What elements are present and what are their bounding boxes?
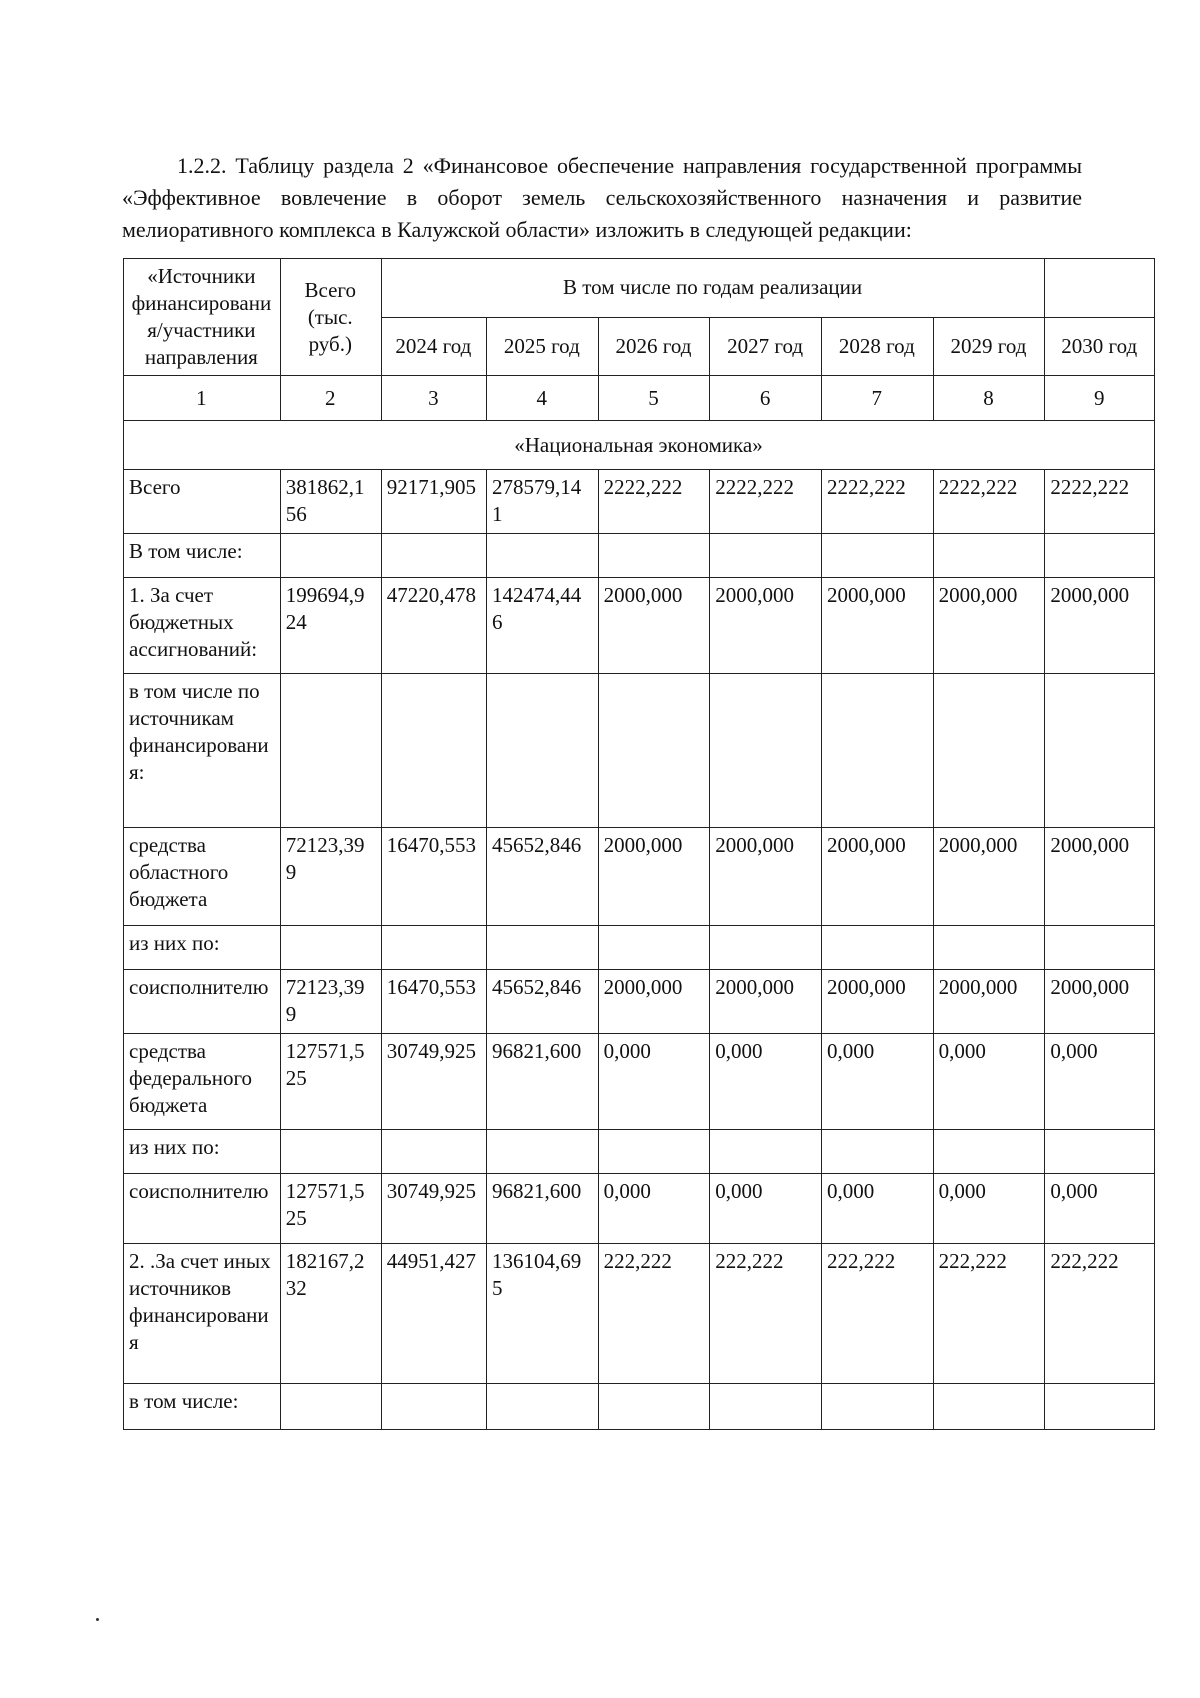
row-label: В том числе: — [124, 534, 281, 578]
header-year: 2026 год — [598, 317, 710, 376]
table-row — [124, 1384, 1155, 1430]
table-cell — [933, 674, 1045, 828]
table-cell: 222,222 — [598, 1244, 710, 1384]
table-cell: 0,000 — [933, 1034, 1045, 1130]
table-cell: 2000,000 — [821, 970, 933, 1034]
header-year: 2029 год — [933, 317, 1045, 376]
table-cell: 2000,000 — [710, 578, 822, 674]
table-cell: 2222,222 — [598, 470, 710, 534]
table-cell: 2222,222 — [710, 470, 822, 534]
section-title: «Национальная экономика» — [124, 421, 1155, 470]
table-cell: 2222,222 — [1045, 470, 1155, 534]
table-cell: 182167,232 — [280, 1244, 381, 1384]
row-label: 2. .За счет иных источников финансирования — [124, 1244, 281, 1384]
table-cell: 0,000 — [933, 1174, 1045, 1244]
table-cell: 96821,600 — [486, 1174, 598, 1244]
table-cell — [821, 674, 933, 828]
table-cell: 47220,478 — [381, 578, 486, 674]
column-number: 7 — [821, 376, 933, 421]
table-cell — [280, 1384, 381, 1430]
table-cell — [486, 534, 598, 578]
table-cell — [1045, 674, 1155, 828]
table-cell — [1045, 1384, 1155, 1430]
table-cell — [280, 1130, 381, 1174]
table-row — [124, 674, 1155, 828]
header-year: 2030 год — [1045, 317, 1155, 376]
table-cell: 45652,846 — [486, 970, 598, 1034]
row-label: 1. За счет бюджетных ассигнований: — [124, 578, 281, 674]
table-cell: 2000,000 — [598, 828, 710, 926]
table-row — [124, 578, 1155, 674]
financing-table — [123, 258, 1155, 1430]
table-cell — [381, 926, 486, 970]
table-cell — [381, 1130, 486, 1174]
table-cell — [933, 926, 1045, 970]
table-cell: 2000,000 — [821, 828, 933, 926]
row-label: Всего — [124, 470, 281, 534]
table-cell — [598, 1384, 710, 1430]
table-cell: 2222,222 — [821, 470, 933, 534]
table-cell: 44951,427 — [381, 1244, 486, 1384]
header-total: Всего (тыс. руб.) — [280, 259, 381, 376]
table-cell: 45652,846 — [486, 828, 598, 926]
row-label: средства федерального бюджета — [124, 1034, 281, 1130]
table-cell: 0,000 — [821, 1034, 933, 1130]
table-cell — [486, 674, 598, 828]
row-label: соисполнителю — [124, 970, 281, 1034]
header-year: 2027 год — [710, 317, 822, 376]
table-cell — [821, 1384, 933, 1430]
column-number: 9 — [1045, 376, 1155, 421]
table-row — [124, 1130, 1155, 1174]
table-row — [124, 470, 1155, 534]
table-cell — [933, 1130, 1045, 1174]
table-cell: 2000,000 — [710, 828, 822, 926]
table-cell: 127571,525 — [280, 1034, 381, 1130]
table-row — [124, 1244, 1155, 1384]
table-cell: 92171,905 — [381, 470, 486, 534]
column-number: 4 — [486, 376, 598, 421]
column-number: 6 — [710, 376, 822, 421]
table-cell — [598, 926, 710, 970]
table-cell — [710, 534, 822, 578]
column-number: 1 — [124, 376, 281, 421]
table-cell — [821, 926, 933, 970]
table-cell: 2000,000 — [933, 828, 1045, 926]
table-cell — [598, 1130, 710, 1174]
table-cell: 222,222 — [1045, 1244, 1155, 1384]
table-cell: 199694,924 — [280, 578, 381, 674]
column-number-row — [124, 376, 1155, 421]
header-year: 2028 год — [821, 317, 933, 376]
section-row — [124, 421, 1155, 470]
column-number: 2 — [280, 376, 381, 421]
table-cell: 16470,553 — [381, 970, 486, 1034]
table-cell: 381862,156 — [280, 470, 381, 534]
table-cell — [710, 1130, 822, 1174]
table-cell: 96821,600 — [486, 1034, 598, 1130]
table-cell: 136104,695 — [486, 1244, 598, 1384]
table-cell: 30749,925 — [381, 1034, 486, 1130]
table-cell: 2000,000 — [933, 578, 1045, 674]
table-cell — [1045, 534, 1155, 578]
table-cell: 0,000 — [1045, 1174, 1155, 1244]
table-cell — [821, 534, 933, 578]
table-cell: 0,000 — [1045, 1034, 1155, 1130]
table-cell: 0,000 — [710, 1034, 822, 1130]
table-cell — [280, 534, 381, 578]
table-cell: 2000,000 — [1045, 828, 1155, 926]
table-cell: 222,222 — [710, 1244, 822, 1384]
table-cell — [710, 674, 822, 828]
header-sources: «Источники финансирования/участники направления — [124, 259, 281, 376]
table-cell — [710, 926, 822, 970]
table-row — [124, 926, 1155, 970]
table-cell: 0,000 — [598, 1034, 710, 1130]
table-cell: 2222,222 — [933, 470, 1045, 534]
row-label: в том числе: — [124, 1384, 281, 1430]
table-cell — [1045, 926, 1155, 970]
table-cell — [486, 1130, 598, 1174]
table-cell: 0,000 — [598, 1174, 710, 1244]
table-cell — [933, 534, 1045, 578]
table-cell — [486, 1384, 598, 1430]
intro-paragraph: 1.2.2. Таблицу раздела 2 «Финансовое обеспечение направления государственной программы «Эффективное вовлечение в оборот земель сельскохозяйственного назначения и развитие мелиоративного комплекса в Калужской области» изложить в следующей редакции: — [122, 153, 1082, 242]
table-cell: 278579,141 — [486, 470, 598, 534]
column-number: 3 — [381, 376, 486, 421]
table-cell: 72123,399 — [280, 828, 381, 926]
table-cell: 2000,000 — [598, 578, 710, 674]
table-cell — [710, 1384, 822, 1430]
table-cell: 0,000 — [821, 1174, 933, 1244]
table-row — [124, 1174, 1155, 1244]
header-year: 2025 год — [486, 317, 598, 376]
table-row — [124, 970, 1155, 1034]
row-label: в том числе по источникам финансирования: — [124, 674, 281, 828]
header-years-group: В том числе по годам реализации — [381, 259, 1045, 318]
header-blank — [1045, 259, 1155, 318]
table-cell — [598, 534, 710, 578]
table-row — [124, 828, 1155, 926]
scan-dot — [96, 1618, 99, 1621]
table-cell — [381, 1384, 486, 1430]
table-cell — [280, 674, 381, 828]
table-cell: 30749,925 — [381, 1174, 486, 1244]
table-cell: 2000,000 — [1045, 970, 1155, 1034]
row-label: из них по: — [124, 1130, 281, 1174]
table-cell — [598, 674, 710, 828]
table-cell: 222,222 — [933, 1244, 1045, 1384]
table-row — [124, 534, 1155, 578]
table-cell: 2000,000 — [598, 970, 710, 1034]
table-cell: 2000,000 — [710, 970, 822, 1034]
column-number: 5 — [598, 376, 710, 421]
table-cell: 0,000 — [710, 1174, 822, 1244]
table-cell — [381, 674, 486, 828]
column-number: 8 — [933, 376, 1045, 421]
table-cell: 2000,000 — [1045, 578, 1155, 674]
table-cell — [280, 926, 381, 970]
table-cell — [821, 1130, 933, 1174]
table-cell: 16470,553 — [381, 828, 486, 926]
table-cell: 142474,446 — [486, 578, 598, 674]
table-cell: 2000,000 — [933, 970, 1045, 1034]
table-row — [124, 1034, 1155, 1130]
table-cell — [381, 534, 486, 578]
row-label: средства областного бюджета — [124, 828, 281, 926]
header-row-1 — [124, 259, 1155, 318]
table-cell: 127571,525 — [280, 1174, 381, 1244]
table-cell — [486, 926, 598, 970]
table-cell: 2000,000 — [821, 578, 933, 674]
row-label: из них по: — [124, 926, 281, 970]
table-cell — [1045, 1130, 1155, 1174]
header-year: 2024 год — [381, 317, 486, 376]
row-label: соисполнителю — [124, 1174, 281, 1244]
table-cell: 222,222 — [821, 1244, 933, 1384]
table-cell: 72123,399 — [280, 970, 381, 1034]
table-cell — [933, 1384, 1045, 1430]
